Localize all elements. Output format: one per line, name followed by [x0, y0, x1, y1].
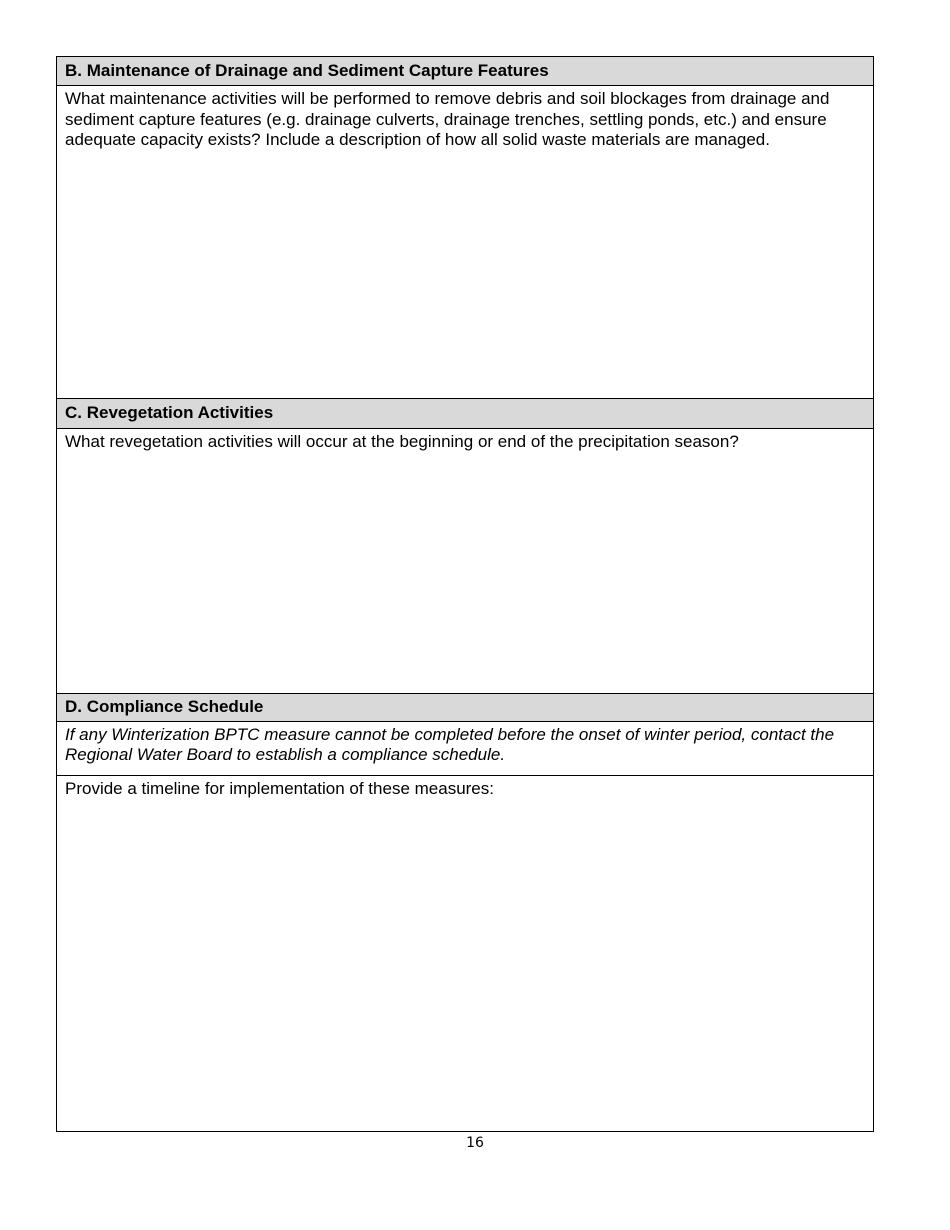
- section-c-response-field[interactable]: [57, 429, 873, 694]
- section-b-response-field[interactable]: [57, 86, 873, 399]
- section-d-question: Provide a timeline for implementation of these measures:: [65, 779, 494, 798]
- section-d-note: If any Winterization BPTC measure cannot be completed before the onset of winter period, contact the Regional Water Board to establish a compliance schedule.: [57, 722, 873, 776]
- section-d-heading: D. Compliance Schedule: [57, 694, 873, 722]
- form-table: [56, 56, 874, 1132]
- page-number: 16: [466, 1135, 484, 1151]
- section-d-response-field[interactable]: [57, 776, 873, 1131]
- section-c-question: What revegetation activities will occur at the beginning or end of the precipitation season?: [65, 432, 739, 451]
- section-c-heading: C. Revegetation Activities: [57, 399, 873, 429]
- section-b-heading: B. Maintenance of Drainage and Sediment Capture Features: [57, 57, 873, 86]
- section-b-question: What maintenance activities will be performed to remove debris and soil blockages from drainage and sediment capture features (e.g. drainage culverts, drainage trenches, settling ponds, etc.) and ensure adequate capacity exists? Include a description of how all solid waste materials are managed.: [65, 89, 830, 149]
